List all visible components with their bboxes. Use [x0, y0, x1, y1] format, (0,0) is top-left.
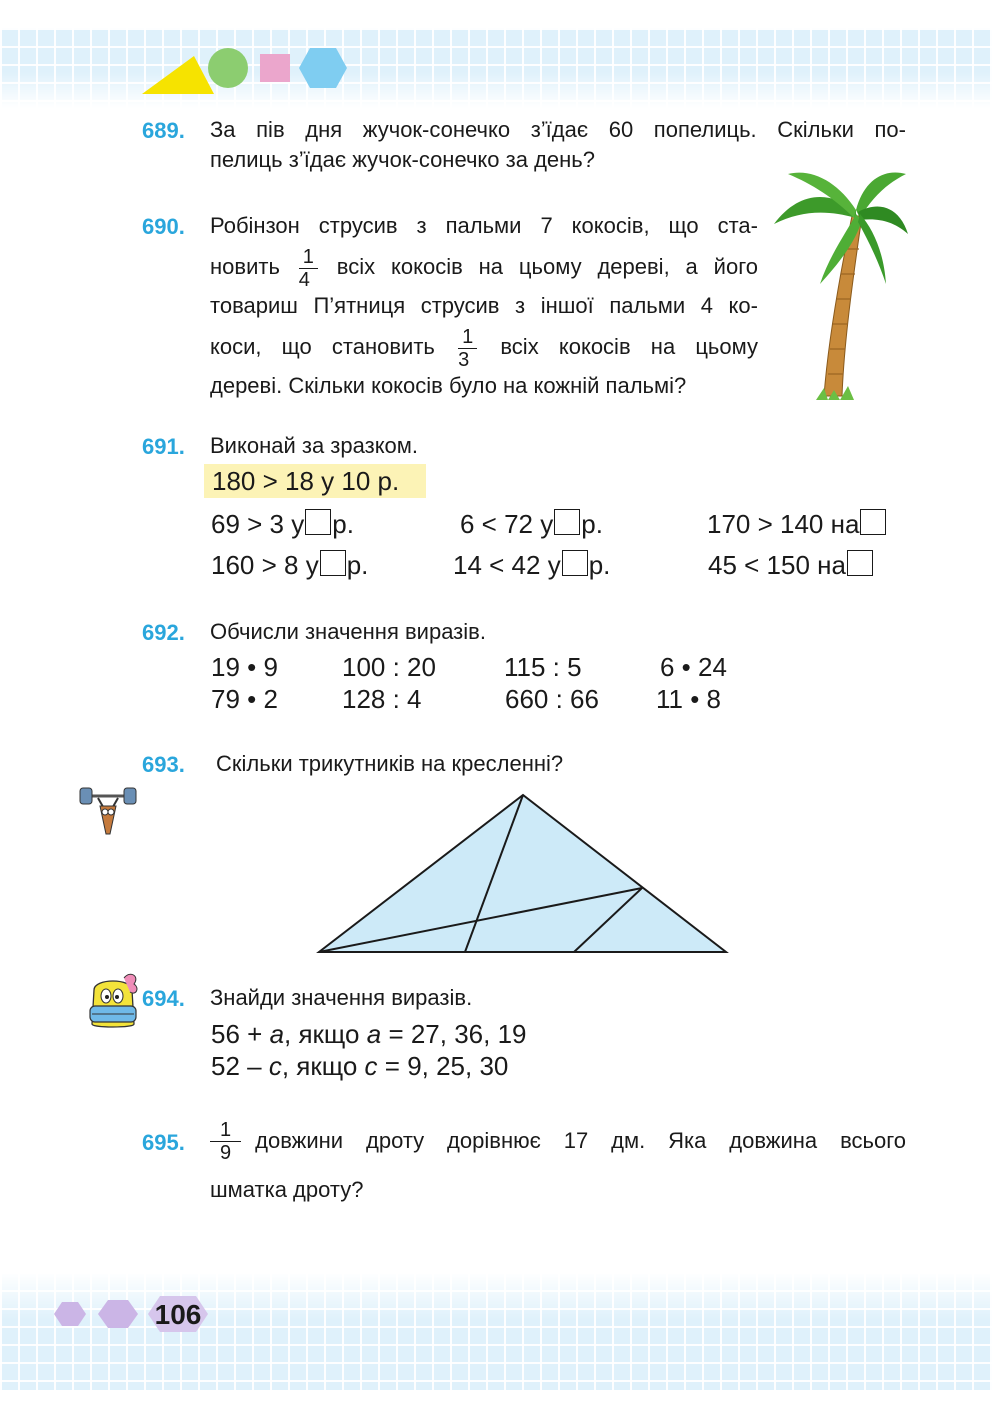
- fraction-numerator: 1: [458, 326, 477, 349]
- problem-689-number: 689.: [142, 118, 185, 143]
- backpack-mascot-icon: [84, 970, 142, 1030]
- comparison-item: [707, 508, 887, 540]
- problem-690-line2: [210, 238, 758, 296]
- comparison-item: [453, 549, 610, 581]
- problem-689-line1: За пів дня жучок-сонечко з’їдає 60 попелиць. Скільки по-: [210, 117, 906, 142]
- variable: c: [268, 1051, 282, 1081]
- comparison-unit: р.: [588, 550, 611, 580]
- problem-694-number: 694.: [142, 986, 185, 1011]
- problem-693-number: 693.: [142, 752, 185, 777]
- problem-695-number: 695.: [142, 1130, 185, 1155]
- fraction-one-third: [458, 326, 477, 371]
- problem-695-line2: шматка дроту?: [210, 1177, 364, 1202]
- comparison-text: 6 < 72 у: [460, 509, 554, 539]
- variable: c: [364, 1051, 378, 1081]
- expression-values: = 9, 25, 30: [384, 1051, 509, 1081]
- expression: 6 • 24: [660, 652, 727, 682]
- answer-box[interactable]: [320, 550, 346, 576]
- expression: 128 : 4: [342, 684, 422, 714]
- problem-695-line1-text: довжини дроту дорівнює 17 дм. Яка довжина всього: [255, 1128, 906, 1153]
- comparison-item: [460, 508, 603, 540]
- answer-box[interactable]: [847, 550, 873, 576]
- answer-box[interactable]: [860, 509, 886, 535]
- palm-tree-illustration: [768, 164, 910, 402]
- expression-values: = 27, 36, 19: [388, 1019, 527, 1049]
- fraction-numerator: 1: [210, 1119, 241, 1142]
- fraction-denominator: 3: [458, 348, 470, 371]
- expression-text: , якщо: [281, 1051, 358, 1081]
- problem-690-line1: Робінзон струсив з пальми 7 кокосів, що ста-: [210, 213, 758, 238]
- problem-690-line4-before: коси, що становить: [210, 334, 435, 359]
- answer-box[interactable]: [554, 509, 580, 535]
- comparison-text: 14 < 42 у: [453, 550, 561, 580]
- variable: a: [269, 1019, 285, 1049]
- comparison-text: 160 > 8 у: [211, 550, 319, 580]
- answer-box[interactable]: [305, 509, 331, 535]
- expression-text: , якщо: [284, 1019, 360, 1049]
- problem-693-question: Скільки трикутників на кресленні?: [216, 751, 564, 776]
- problem-691-instruction: Виконай за зразком.: [210, 433, 419, 458]
- fraction-numerator: 1: [299, 246, 318, 269]
- problem-694-line2: [211, 1050, 508, 1082]
- comparison-unit: р.: [346, 550, 369, 580]
- header-shapes: [140, 44, 350, 98]
- fraction-denominator: 4: [298, 268, 310, 291]
- problem-690-line2-before: новить: [210, 254, 280, 279]
- expression: 79 • 2: [211, 684, 278, 714]
- problem-691-number: 691.: [142, 434, 185, 459]
- fraction-one-ninth: [210, 1119, 241, 1164]
- yellow-triangle-icon: [142, 56, 214, 94]
- expression-text: 56 +: [211, 1019, 263, 1049]
- problem-690-line3: товариш П’ятниця струсив з іншої пальми 4 ко-: [210, 293, 758, 318]
- answer-box[interactable]: [562, 550, 588, 576]
- blue-hexagon-icon: [299, 48, 347, 88]
- problem-692-number: 692.: [142, 620, 185, 645]
- comparison-text: 170 > 140 на: [707, 509, 860, 539]
- comparison-text: 45 < 150 на: [708, 550, 846, 580]
- problem-690-line4: [210, 318, 758, 376]
- problem-690-line4-after: всіх кокосів на цьому: [500, 334, 759, 359]
- comparison-item: [211, 508, 354, 540]
- comparison-text: 69 > 3 у: [211, 509, 305, 539]
- problem-695-line1: [210, 1112, 906, 1170]
- expression: 115 : 5: [504, 652, 582, 682]
- problem-690-line5: дереві. Скільки кокосів було на кожній пальмі?: [210, 373, 687, 398]
- triangles-diagram: [316, 792, 730, 956]
- expression: 11 • 8: [656, 684, 721, 714]
- green-circle-icon: [208, 48, 248, 88]
- weightlifter-mascot-icon: [78, 782, 138, 838]
- variable: a: [366, 1019, 382, 1049]
- expression: 19 • 9: [211, 652, 278, 682]
- expression: 660 : 66: [505, 684, 599, 714]
- fraction-denominator: 9: [220, 1141, 232, 1164]
- large-triangle: [319, 795, 726, 952]
- problem-694-line1: [211, 1018, 527, 1050]
- comparison-item: [708, 549, 874, 581]
- pink-square-icon: [260, 54, 290, 82]
- expression: 100 : 20: [342, 652, 436, 682]
- expression-text: 52 –: [211, 1051, 262, 1081]
- problem-692-instruction: Обчисли значення виразів.: [210, 619, 486, 644]
- problem-691-example: 180 > 18 у 10 р.: [212, 466, 400, 496]
- problem-694-instruction: Знайди значення виразів.: [210, 985, 473, 1010]
- comparison-item: [211, 549, 368, 581]
- page-number-badge: [44, 1292, 216, 1342]
- problem-690-number: 690.: [142, 214, 185, 239]
- comparison-unit: р.: [332, 509, 354, 539]
- fraction-one-quarter: [299, 246, 318, 291]
- comparison-unit: р.: [581, 509, 603, 539]
- page-number: 106: [154, 1299, 202, 1330]
- problem-690-line2-after: всіх кокосів на цьому дереві, а його: [336, 254, 758, 279]
- problem-689-line2: пелиць з’їдає жучок-сонечко за день?: [210, 147, 595, 172]
